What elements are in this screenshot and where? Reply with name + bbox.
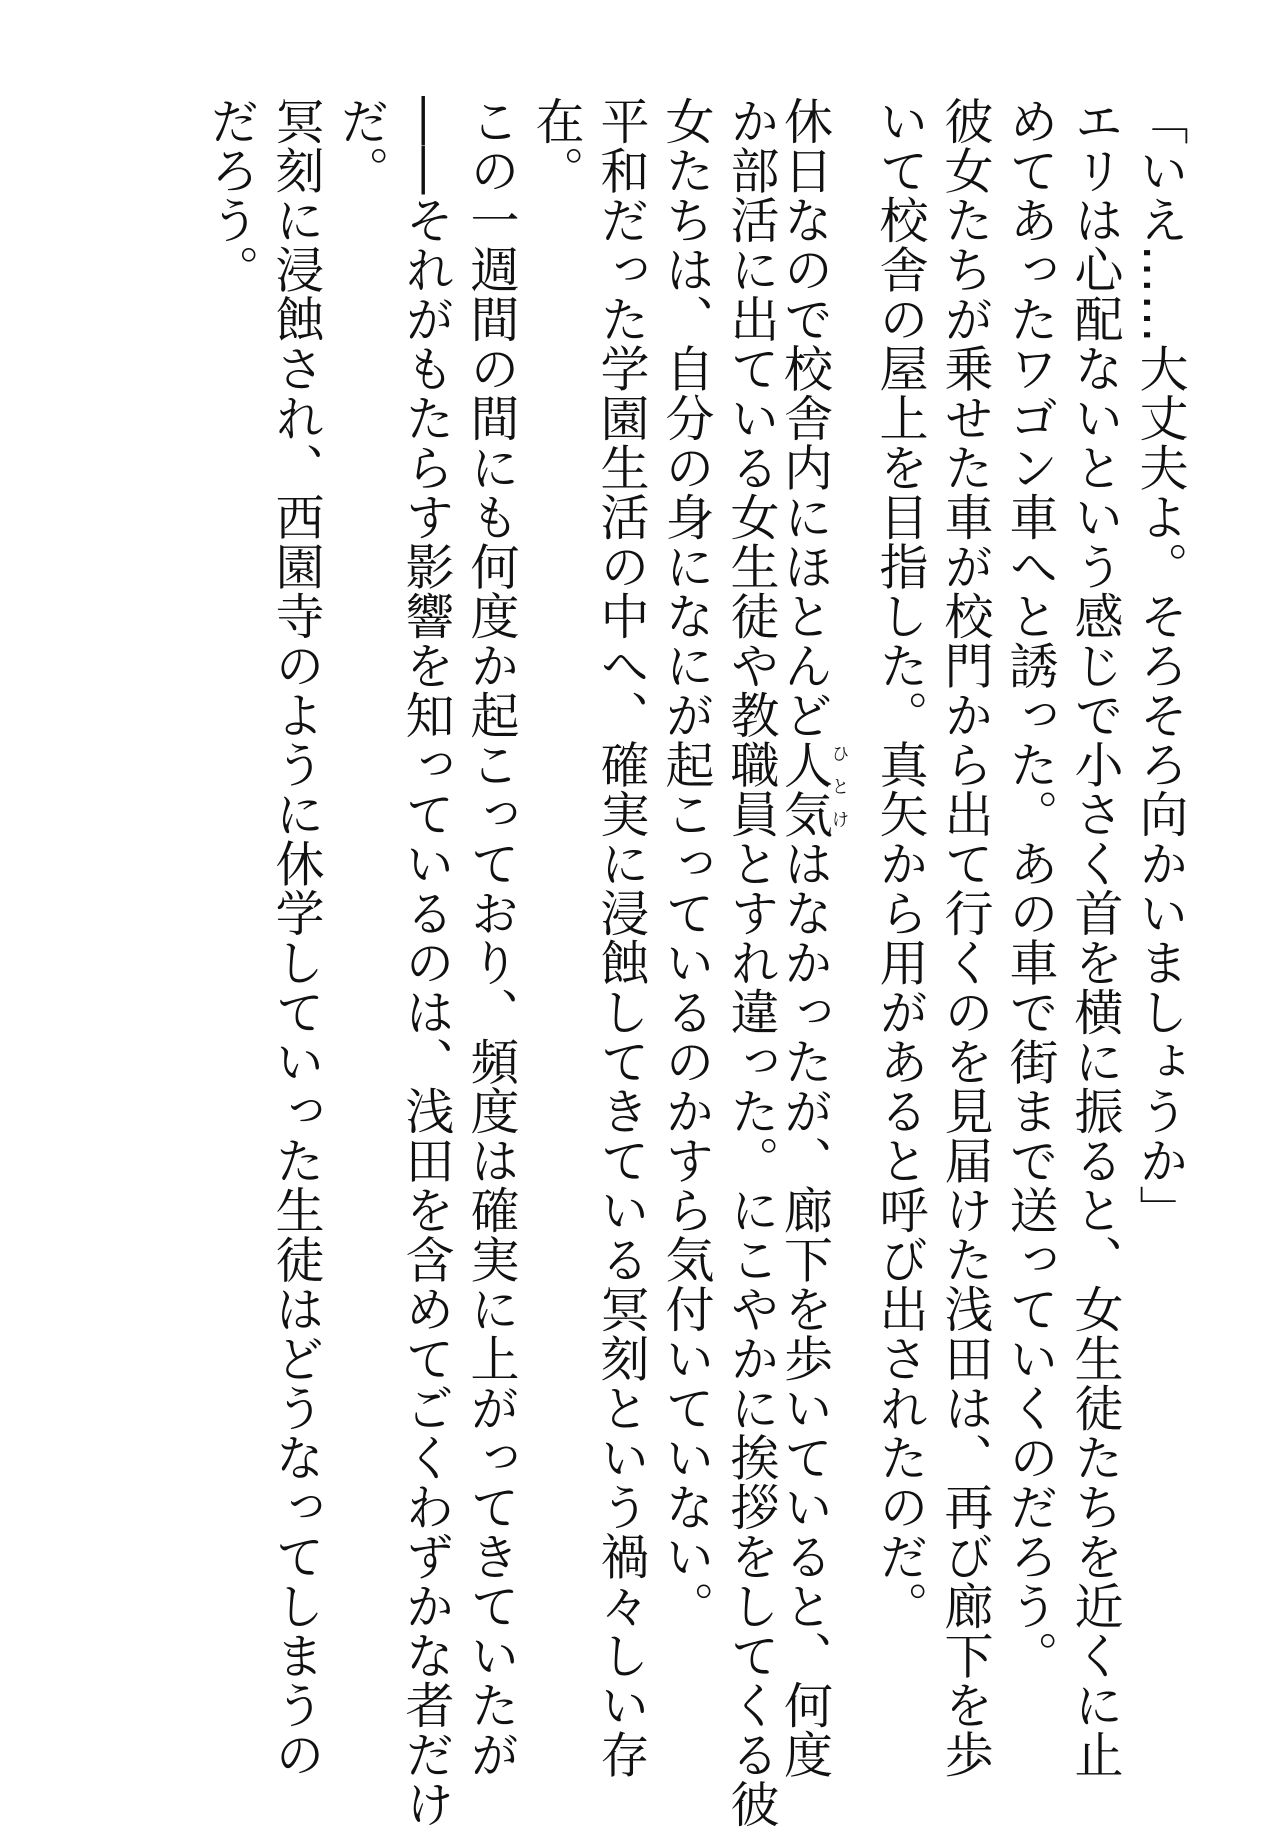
text-line-6-before: 休日なので校舎内にほとんど bbox=[776, 96, 834, 740]
ruby-base: 人気 bbox=[776, 739, 834, 839]
text-line-11: この一週間の間にも何度か起こっており、頻度は確実に上がってきていたが bbox=[463, 96, 520, 1779]
text-line-1: 「いえ……大丈夫よ。そろそろ向かいましょうか」 bbox=[1132, 96, 1189, 1235]
text-line-6-after: はなかったが、廊下を歩いていると、何度 bbox=[776, 838, 834, 1779]
text-line-4: 彼女たちが乗せた車が校門から出て行くのを見届けた浅田は、再び廊下を歩 bbox=[937, 96, 994, 1779]
text-line-7: か部活に出ている女生徒や教職員とすれ違った。にこやかに挨拶をしてくる彼 bbox=[723, 96, 780, 1829]
ruby-reading: ひとけ bbox=[828, 739, 850, 839]
text-line-2: エリは心配ないという感じで小さく首を横に振ると、女生徒たちを近くに止 bbox=[1067, 96, 1124, 1779]
text-line-8: 女たちは、自分の身になにが起こっているのかすら気付いていない。 bbox=[658, 96, 715, 1631]
text-line-12: ――それがもたらす影響を知っているのは、浅田を含めてごくわずかな者だけ bbox=[398, 96, 455, 1829]
text-line-14: 冥刻に浸蝕され、西園寺のように休学していった生徒はどうなってしまうの bbox=[268, 96, 325, 1779]
text-line-5: いて校舎の屋上を目指した。真矢から用があると呼び出されたのだ。 bbox=[872, 96, 929, 1631]
text-line-6 bbox=[776, 96, 850, 1779]
text-line-10: 在。 bbox=[528, 96, 585, 195]
ruby-hitoke bbox=[776, 739, 850, 839]
text-line-15: だろう。 bbox=[203, 96, 260, 294]
text-line-3: めてあったワゴン車へと誘った。あの車で街まで送っていくのだろう。 bbox=[1002, 96, 1059, 1680]
text-line-9: 平和だった学園生活の中へ、確実に浸蝕してきている冥刻という禍々しい存 bbox=[593, 96, 650, 1779]
text-line-13: だ。 bbox=[333, 96, 390, 195]
